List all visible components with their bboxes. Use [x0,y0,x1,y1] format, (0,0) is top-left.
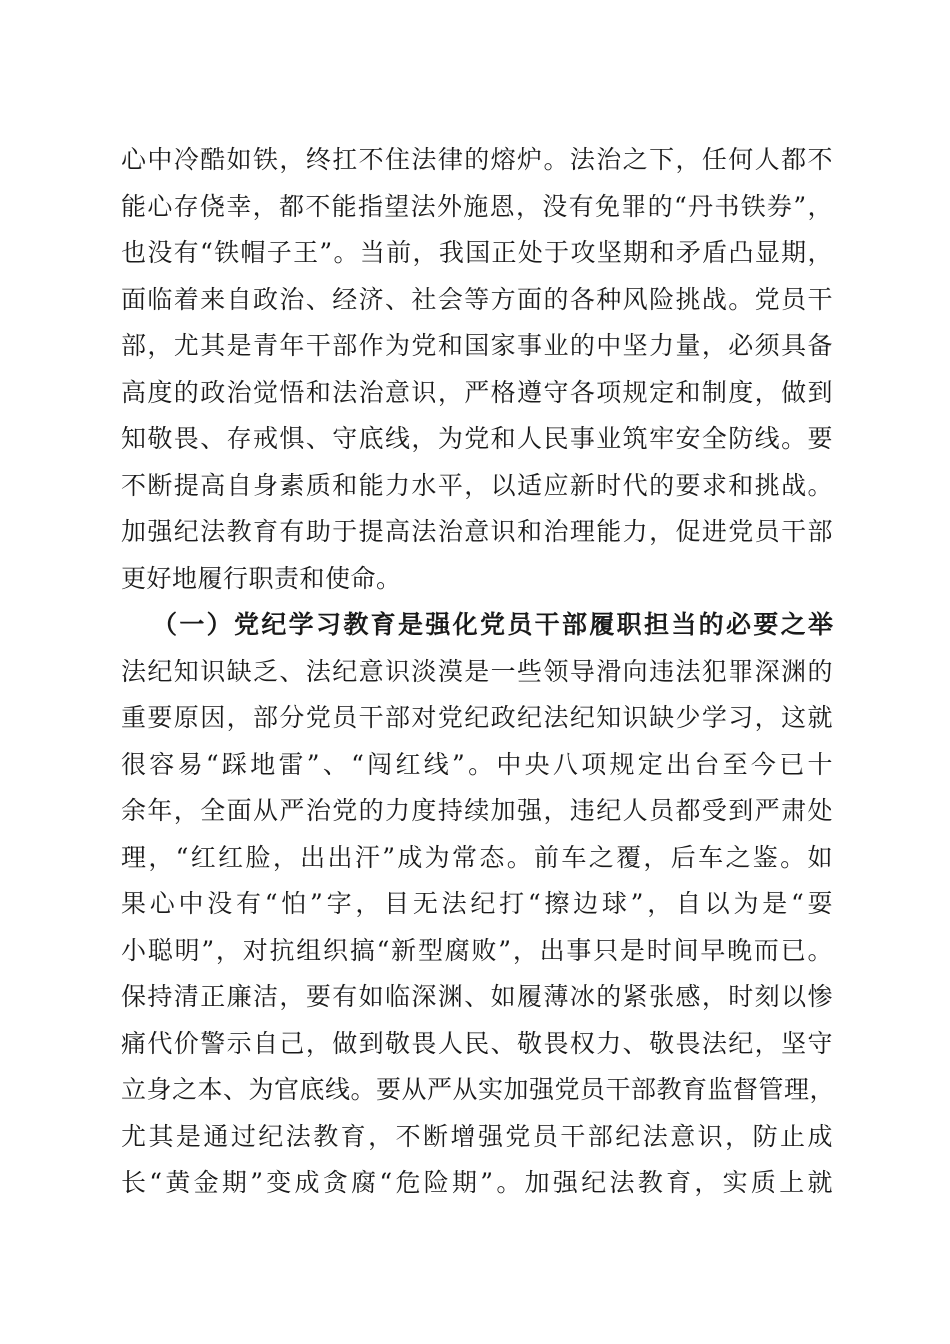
paragraph2-line-12: 长“黄金期”变成贪腐“危险期”。加强纪法教育，实质上就 [121,1168,833,1197]
section-heading: （一）党纪学习教育是强化党员干部履职担当的必要之举 [152,610,833,639]
paragraph2-line-2: 重要原因，部分党员干部对党纪政纪法纪知识缺少学习，这就 [121,703,833,732]
paragraph2-line-6: 果心中没有“怕”字，目无法纪打“擦边球”，自以为是“耍 [121,889,833,918]
paragraph1-line-10: 更好地履行职责和使命。 [121,564,402,593]
paragraph2-line-10: 立身之本、为官底线。要从严从实加强党员干部教育监督管理， [121,1075,836,1104]
paragraph1-line-3: 也没有“铁帽子王”。当前，我国正处于攻坚期和矛盾凸显期， [121,238,833,267]
paragraph1-line-1: 心中冷酷如铁，终扛不住法律的熔炉。法治之下，任何人都不 [121,145,833,174]
paragraph1-line-2: 能心存侥幸，都不能指望法外施恩，没有免罪的“丹书铁券”， [121,192,833,221]
paragraph1-line-6: 高度的政治觉悟和法治意识，严格遵守各项规定和制度，做到 [121,378,833,407]
paragraph2-line-9: 痛代价警示自己，做到敬畏人民、敬畏权力、敬畏法纪，坚守 [121,1029,833,1058]
paragraph1-line-8: 不断提高自身素质和能力水平，以适应新时代的要求和挑战。 [121,471,833,500]
paragraph2-line-1: 法纪知识缺乏、法纪意识淡漠是一些领导滑向违法犯罪深渊的 [121,657,833,686]
paragraph2-line-7: 小聪明”，对抗组织搞“新型腐败”，出事只是时间早晚而已。 [121,936,833,965]
paragraph2-line-3: 很容易“踩地雷”、“闯红线”。中央八项规定出台至今已十 [121,750,833,779]
paragraph1-line-7: 知敬畏、存戒惧、守底线，为党和人民事业筑牢安全防线。要 [121,424,833,453]
paragraph2-line-8: 保持清正廉洁，要有如临深渊、如履薄冰的紧张感，时刻以惨 [121,982,833,1011]
paragraph1-line-5: 部，尤其是青年干部作为党和国家事业的中坚力量，必须具备 [121,331,833,360]
paragraph2-line-11: 尤其是通过纪法教育，不断增强党员干部纪法意识，防止成 [121,1122,833,1151]
paragraph2-line-5: 理，“红红脸，出出汗”成为常态。前车之覆，后车之鉴。如 [121,843,833,872]
paragraph1-line-9: 加强纪法教育有助于提高法治意识和治理能力，促进党员干部 [121,517,833,546]
paragraph2-line-4: 余年，全面从严治党的力度持续加强，违纪人员都受到严肃处 [121,796,833,825]
paragraph1-line-4: 面临着来自政治、经济、社会等方面的各种风险挑战。党员干 [121,285,833,314]
